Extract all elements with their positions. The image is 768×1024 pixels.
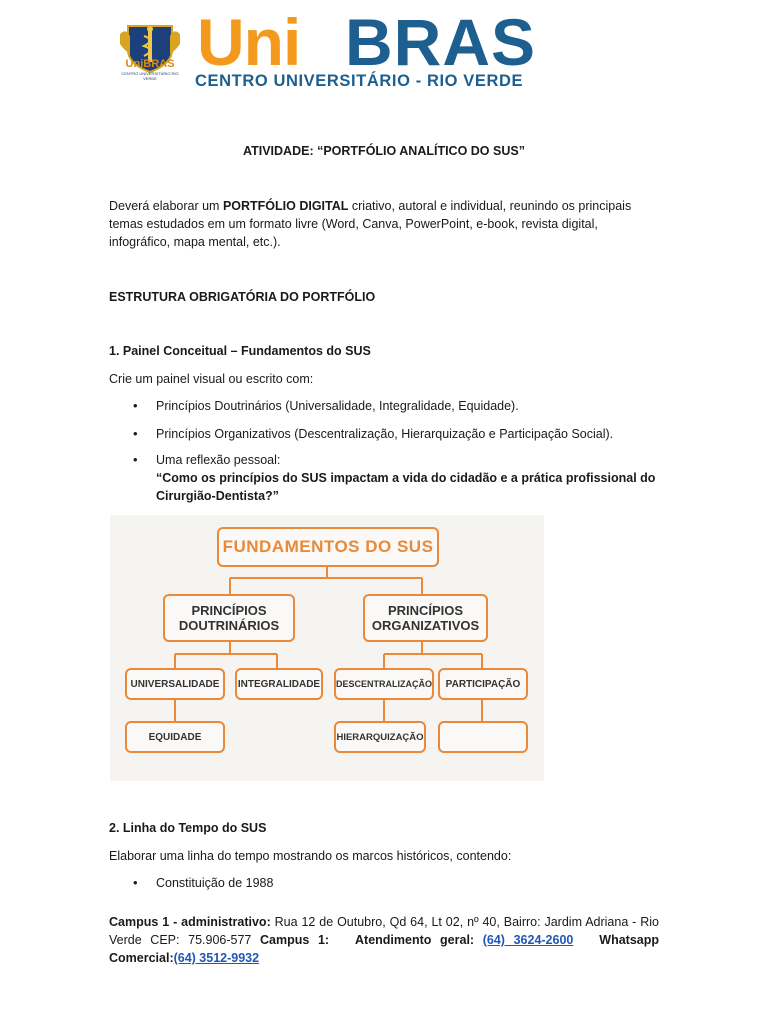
diagram-equidade: EQUIDADE <box>125 721 225 753</box>
section-1-heading: 1. Painel Conceitual – Fundamentos do SUS <box>109 344 371 358</box>
brand-subtitle: CENTRO UNIVERSITÁRIO - RIO VERDE <box>195 72 524 90</box>
diagram-universalidade: UNIVERSALIDADE <box>125 668 225 700</box>
intro-paragraph <box>109 197 659 251</box>
footer-whatsapp-label: Whatsapp Comercial: <box>109 933 660 965</box>
diagram-root: FUNDAMENTOS DO SUS <box>217 527 439 567</box>
section-1-list <box>109 397 659 505</box>
section-2-list <box>109 874 659 892</box>
brand-bras-text: BRAS <box>345 5 537 79</box>
reflection-label: Uma reflexão pessoal: <box>156 453 281 467</box>
intro-bold: PORTFÓLIO DIGITAL <box>222 199 349 213</box>
page-title: ATIVIDADE: “PORTFÓLIO ANALÍTICO DO SUS” <box>243 144 525 158</box>
section-2-text: Elaborar uma linha do tempo mostrando os marcos históricos, contendo: <box>109 849 512 863</box>
fundamentos-diagram <box>110 515 544 781</box>
diagram-organizativos: PRINCÍPIOS ORGANIZATIVOS <box>363 594 488 642</box>
footer-campus1-address: Rua 12 de Outubro, Qd 64, Lt 02, nº 40, Bairro: Jardim Adriana - Rio Verde CEP: 75.906-577 <box>109 915 659 947</box>
section-2-heading: 2. Linha do Tempo do SUS <box>109 821 267 835</box>
diagram-empty-box <box>438 721 528 753</box>
whatsapp-phone-link[interactable]: (64) 3512-9932 <box>173 951 260 965</box>
diagram-participacao: PARTICIPAÇÃO <box>438 668 528 700</box>
footer-campus1b-label: Campus 1: <box>260 933 330 947</box>
section-1-text: Crie um painel visual ou escrito com: <box>109 372 314 386</box>
list-item: • Princípios Organizativos (Descentralização, Hierarquização e Participação Social). <box>109 425 659 443</box>
diagram-hierarquizacao: HIERARQUIZAÇÃO <box>334 721 426 753</box>
list-item: • Princípios Doutrinários (Universalidade, Integralidade, Equidade). <box>109 397 659 415</box>
list-item: • Constituição de 1988 <box>109 874 659 892</box>
reflection-quote: “Como os princípios do SUS impactam a vida do cidadão e a prática profissional do Cirurgião-Dentista?” <box>156 471 656 503</box>
footer-campus1-label: Campus 1 - administrativo: <box>109 915 271 929</box>
brand-uni-text: Uni <box>197 5 301 79</box>
footer-atendimento-label: Atendimento geral: <box>355 933 475 947</box>
university-crest-logo <box>118 20 182 81</box>
footer-contact <box>109 913 659 967</box>
diagram-descentralizacao: DESCENTRALIZAÇÃO <box>334 668 434 700</box>
diagram-doutrinarios: PRINCÍPIOS DOUTRINÁRIOS <box>163 594 295 642</box>
list-item <box>109 451 659 505</box>
crest-sublabel: CENTRO UNIVERSITÁRIO RIO VERDE <box>121 71 179 81</box>
atendimento-phone-link[interactable]: (64) 3624-2600 <box>482 933 574 947</box>
crest-label: UniBRAS <box>125 58 175 70</box>
structure-heading: ESTRUTURA OBRIGATÓRIA DO PORTFÓLIO <box>109 290 376 304</box>
intro-text-2: criativo, autoral e individual, reunindo os principais temas estudados em um formato livre (Word, Canva, PowerPoint, e-book, revista digital, infográfico, mapa mental, etc.). <box>109 199 632 249</box>
diagram-integralidade: INTEGRALIDADE <box>235 668 323 700</box>
brand-wordmark <box>195 5 567 94</box>
intro-text-1: Deverá elaborar um <box>109 199 223 213</box>
